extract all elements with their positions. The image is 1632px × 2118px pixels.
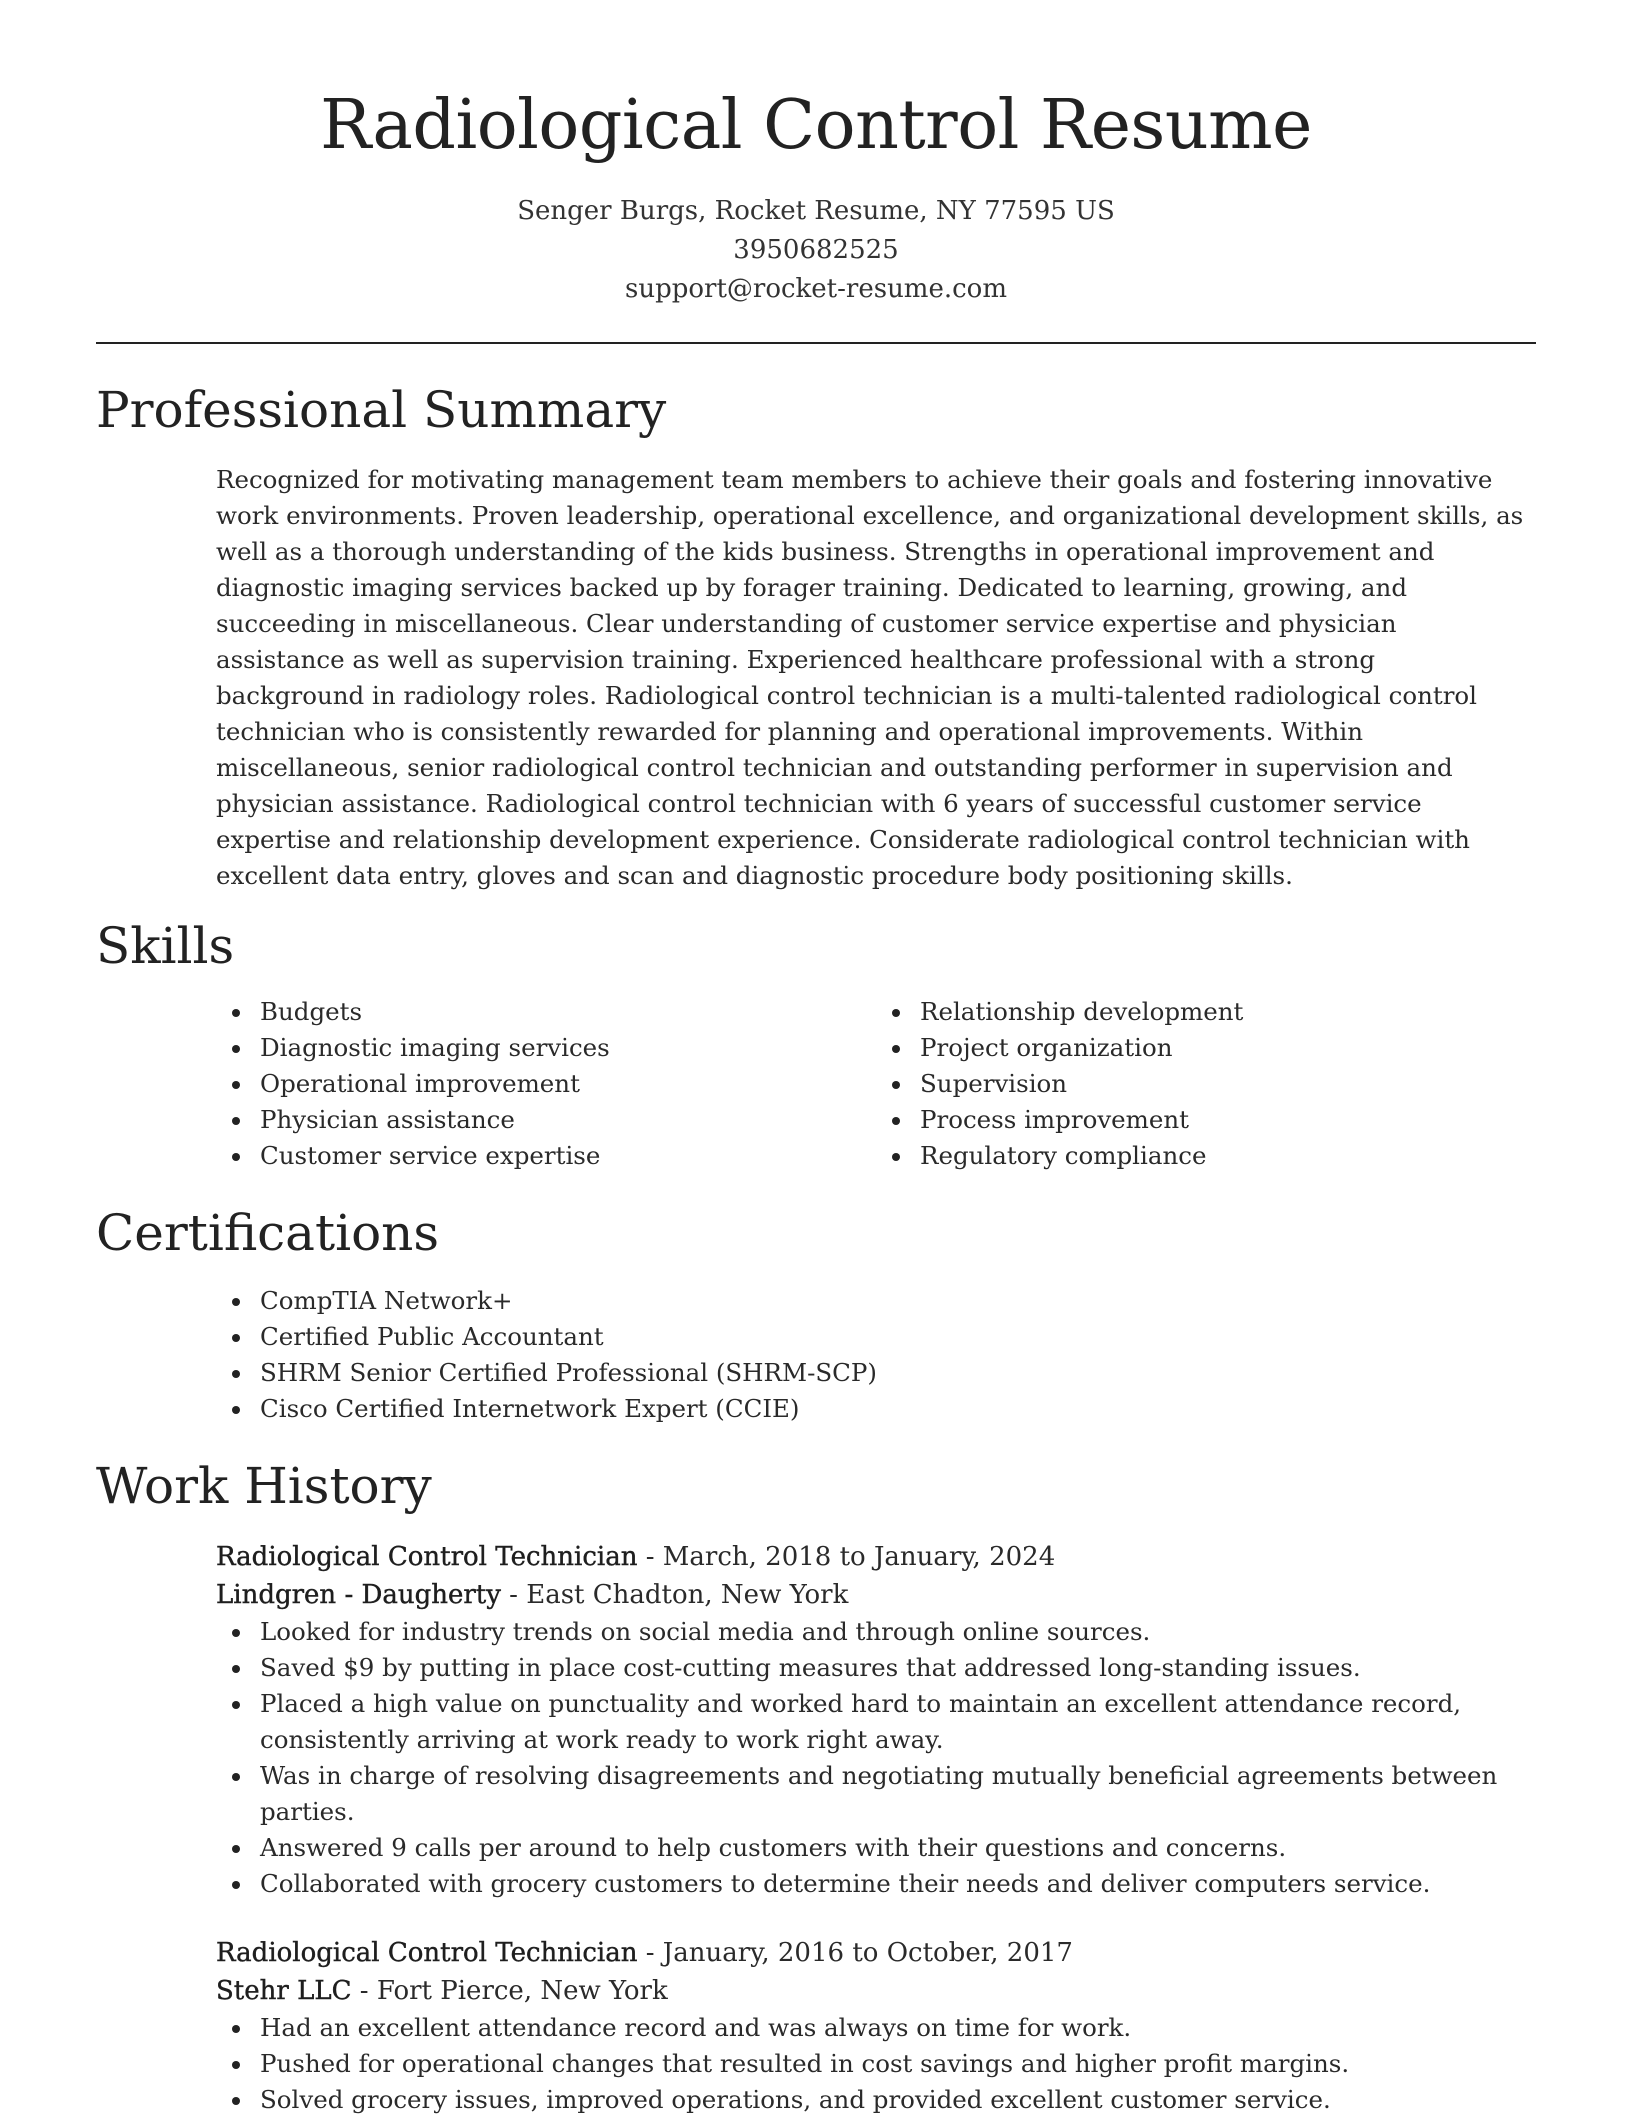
job-company-line bbox=[216, 1576, 1536, 1614]
job-company: Stehr LLC bbox=[216, 1976, 352, 2006]
resume-header bbox=[96, 0, 1536, 309]
skills-list-left bbox=[216, 994, 876, 1174]
job-bullet: Pushed for operational changes that resulted in cost savings and higher profit margins. bbox=[260, 2046, 1536, 2082]
skill-item: Project organization bbox=[920, 1030, 1536, 1066]
work-history-heading: Work History bbox=[96, 1457, 432, 1515]
job-bullet: Placed a high value on punctuality and worked hard to maintain an excellent attendance record, consistently arriving at work ready to work right away. bbox=[260, 1686, 1536, 1758]
skill-item: Supervision bbox=[920, 1066, 1536, 1102]
contact-info bbox=[96, 192, 1536, 309]
skill-item: Regulatory compliance bbox=[920, 1138, 1536, 1174]
job-bullets bbox=[216, 2010, 1536, 2118]
certification-item: SHRM Senior Certified Professional (SHRM-SCP) bbox=[260, 1355, 1536, 1391]
job-bullet: Solved grocery issues, improved operations, and provided excellent customer service. bbox=[260, 2082, 1536, 2118]
summary-text: Recognized for motivating management team members to achieve their goals and fostering innovative work environments. Proven leadership, operational excellence, and organizational development skills, as well as a thorough understanding of the kids business. Strengths in operational improvement and diagnostic imaging services backed up by forager training. Dedicated to learning, growing, and succeeding in miscellaneous. Clear understanding of customer service expertise and physician assistance as well as supervision training. Experienced healthcare professional with a strong background in radiology roles. Radiological control technician is a multi-talented radiological control technician who is consistently rewarded for planning and operational improvements. Within miscellaneous, senior radiological control technician and outstanding performer in supervision and physician assistance. Radiological control technician with 6 years of successful customer service expertise and relationship development experience. Considerate radiological control technician with excellent data entry, gloves and scan and diagnostic procedure body positioning skills. bbox=[216, 465, 1524, 890]
skills-columns bbox=[216, 994, 1536, 1174]
contact-address: Senger Burgs, Rocket Resume, NY 77595 US bbox=[517, 196, 1115, 226]
job-location: - East Chadton, New York bbox=[500, 1580, 849, 1610]
resume-page bbox=[96, 0, 1536, 2118]
skill-item: Budgets bbox=[260, 994, 876, 1030]
certification-item: Certified Public Accountant bbox=[260, 1319, 1536, 1355]
job-dates: - January, 2016 to October, 2017 bbox=[637, 1938, 1073, 1968]
job-company-line bbox=[216, 1972, 1536, 2010]
job-bullet: Collaborated with grocery customers to determine their needs and deliver computers service. bbox=[260, 1866, 1536, 1902]
job-bullet: Had an excellent attendance record and was always on time for work. bbox=[260, 2010, 1536, 2046]
job-bullet: Saved $9 by putting in place cost-cutting measures that addressed long-standing issues. bbox=[260, 1650, 1536, 1686]
header-divider bbox=[96, 342, 1536, 344]
contact-email: support@rocket-resume.com bbox=[624, 274, 1007, 304]
certifications-list bbox=[216, 1283, 1536, 1427]
skills-list-right bbox=[876, 994, 1536, 1174]
job-dates: - March, 2018 to January, 2024 bbox=[637, 1542, 1056, 1572]
skill-item: Process improvement bbox=[920, 1102, 1536, 1138]
job-company: Lindgren - Daugherty bbox=[216, 1580, 501, 1610]
skill-item: Physician assistance bbox=[260, 1102, 876, 1138]
summary-section bbox=[96, 378, 1536, 894]
certification-item: Cisco Certified Internetwork Expert (CCIE) bbox=[260, 1391, 1536, 1427]
work-history-section bbox=[96, 1454, 1536, 2118]
certification-item: CompTIA Network+ bbox=[260, 1283, 1536, 1319]
certifications-body bbox=[216, 1283, 1536, 1427]
skill-item: Diagnostic imaging services bbox=[260, 1030, 876, 1066]
skills-section bbox=[96, 914, 1536, 1174]
job-bullet: Looked for industry trends on social media and through online sources. bbox=[260, 1614, 1536, 1650]
contact-phone: 3950682525 bbox=[733, 235, 899, 265]
summary-heading: Professional Summary bbox=[96, 381, 667, 439]
job-bullet: Answered 9 calls per around to help customers with their questions and concerns. bbox=[260, 1830, 1536, 1866]
job-entry bbox=[216, 1934, 1536, 2118]
skill-item: Customer service expertise bbox=[260, 1138, 876, 1174]
certifications-section bbox=[96, 1201, 1536, 1427]
job-entry bbox=[216, 1538, 1536, 1902]
resume-title: Radiological Control Resume bbox=[320, 86, 1312, 165]
certifications-heading: Certifications bbox=[96, 1204, 440, 1262]
job-title: Radiological Control Technician bbox=[216, 1542, 638, 1572]
skills-heading: Skills bbox=[96, 917, 235, 975]
job-title-line bbox=[216, 1934, 1536, 1972]
job-location: - Fort Pierce, New York bbox=[351, 1976, 668, 2006]
skill-item: Operational improvement bbox=[260, 1066, 876, 1102]
job-title: Radiological Control Technician bbox=[216, 1938, 638, 1968]
job-bullet: Was in charge of resolving disagreements and negotiating mutually beneficial agreements between parties. bbox=[260, 1758, 1536, 1830]
skill-item: Relationship development bbox=[920, 994, 1536, 1030]
job-bullets bbox=[216, 1614, 1536, 1902]
job-title-line bbox=[216, 1538, 1536, 1576]
